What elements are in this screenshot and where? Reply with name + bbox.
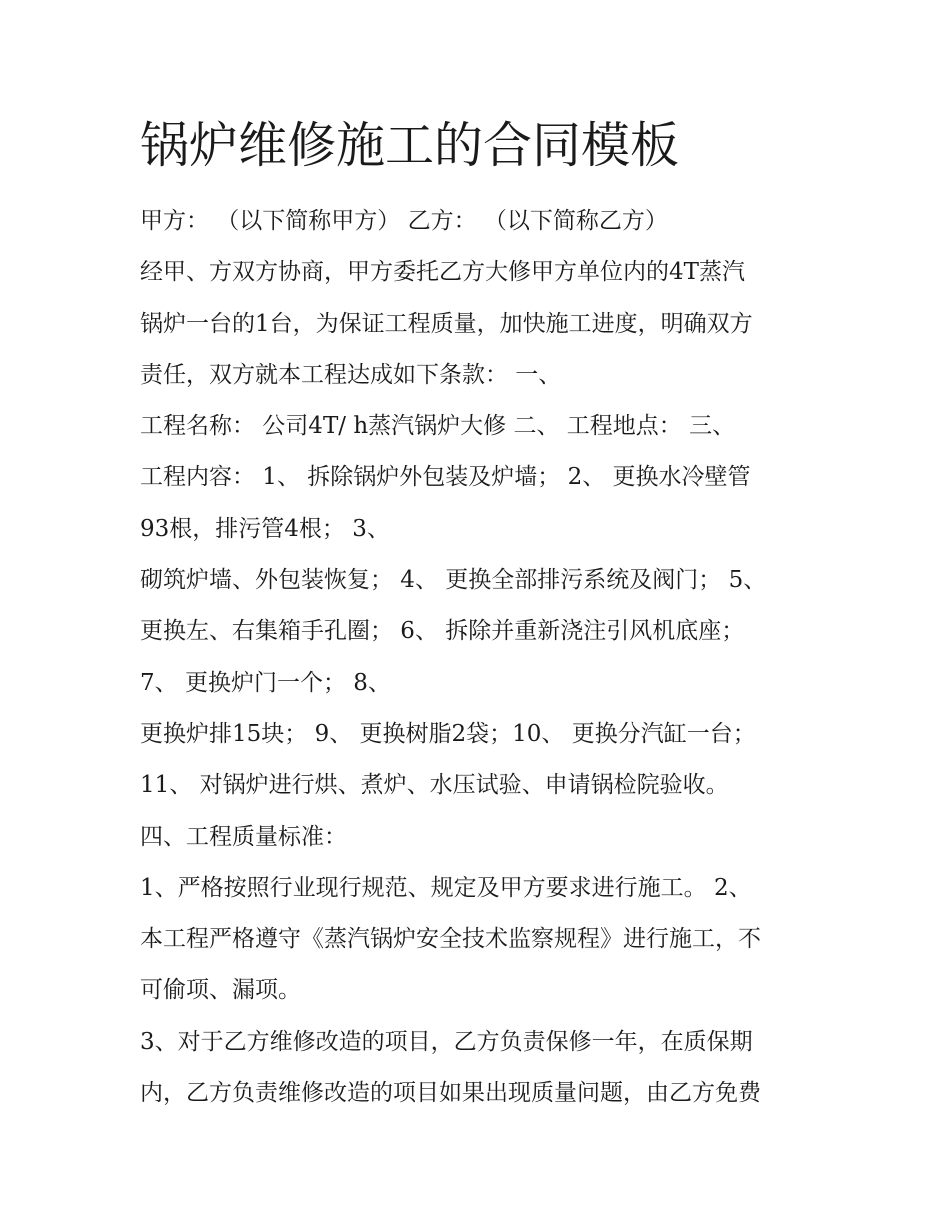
text-line: 内，乙方负责维修改造的项目如果出现质量问题，由乙方免费: [140, 1080, 761, 1107]
text-line: 3、对于乙方维修改造的项目，乙方负责保修一年，在质保期: [140, 1028, 753, 1055]
text-line: 可偷项、漏项。: [140, 977, 301, 1004]
text-line: 1、严格按照行业现行规范、规定及甲方要求进行施工。 2、: [140, 874, 752, 901]
text-line: 责任，双方就本工程达成如下条款： 一、: [140, 361, 562, 388]
text-line-project-content: 工程内容： 1、 拆除锅炉外包装及炉墙； 2、 更换水冷壁管: [140, 464, 751, 491]
section-heading-quality-standard: 四、工程质量标准：: [140, 823, 347, 850]
text-line-project-name: 工程名称： 公司4T/ h蒸汽锅炉大修 二、 工程地点： 三、: [140, 413, 736, 440]
text-line: 11、 对锅炉进行烘、煮炉、水压试验、申请锅检院验收。: [140, 772, 729, 799]
text-line-parties: 甲方： （以下简称甲方） 乙方： （以下简称乙方）: [140, 208, 668, 234]
text-line: 锅炉一台的1台，为保证工程质量，加快施工进度，明确双方: [140, 310, 753, 337]
text-line: 更换炉排15块； 9、 更换树脂2袋；10、 更换分汽缸一台；: [140, 720, 756, 747]
text-line: 7、 更换炉门一个； 8、: [140, 669, 391, 696]
text-line: 更换左、右集箱手孔圈； 6、 拆除并重新浇注引风机底座；: [140, 618, 745, 645]
text-line: 93根，排污管4根； 3、: [140, 515, 390, 542]
text-line: 本工程严格遵守《蒸汽锅炉安全技术监察规程》进行施工，不: [140, 926, 761, 953]
document-body: [140, 196, 830, 1119]
text-line: 经甲、方双方协商，甲方委托乙方大修甲方单位内的4T蒸汽: [140, 259, 745, 286]
document-title: 锅炉维修施工的合同模板: [140, 117, 680, 174]
text-line: 砌筑炉墙、外包装恢复； 4、 更换全部排污系统及阀门； 5、: [140, 567, 767, 594]
